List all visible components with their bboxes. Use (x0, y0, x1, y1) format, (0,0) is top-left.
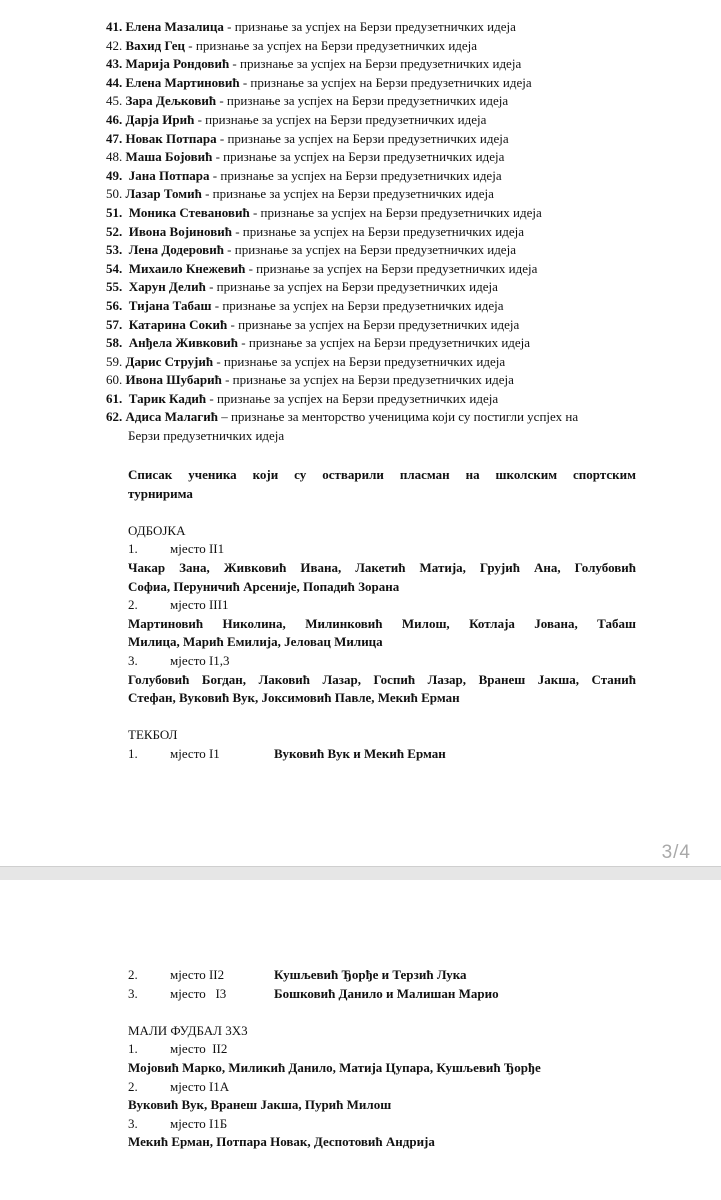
sports-heading-cont: турнирима (128, 485, 193, 501)
award-item (106, 92, 666, 111)
award-item (106, 185, 666, 204)
award-number: 55. (106, 279, 123, 295)
award-item (106, 316, 666, 335)
award-number: 44. (106, 74, 123, 90)
tekbol-names: Вуковић Вук и Мекић Ерман (274, 745, 446, 761)
award-name: Лазар Томић (125, 186, 202, 202)
award-name: Јана Потпара (125, 167, 210, 183)
award-number: 58. (106, 335, 123, 351)
award-text: - признање за успјех на Берзи предузетничких идеја (221, 372, 514, 388)
place-row: 3. мјесто I1Б (128, 1115, 228, 1131)
award-text: - признање за успјех на Берзи предузетничких идеја (205, 279, 498, 295)
award-name: Катарина Сокић (125, 316, 228, 332)
award-text: - признање за успјех на Берзи предузетничких идеја (249, 204, 542, 220)
award-text: - признање за успјех на Берзи предузетничких идеја (213, 353, 506, 369)
award-item (106, 111, 666, 130)
sports-heading: Списак ученика који су остварили пласман на школским спортским (128, 467, 636, 482)
award-item (106, 334, 666, 353)
award-item (106, 353, 666, 372)
award-name: Михаило Кнежевић (125, 260, 246, 276)
tekbol-place-3: 3. мјесто I3 Бошковић Данило и Малишан Марио (128, 985, 499, 1001)
awards-items (106, 18, 666, 408)
award-text: - признање за успјех на Берзи предузетничких идеја (238, 335, 531, 351)
award-number: 47. (106, 130, 123, 146)
award-name: Тарик Кадић (125, 390, 207, 406)
team-names: Голубовић Богдан, Лаковић Лазар, Госпић Лазар, Вранеш Јакша, Станић (128, 671, 636, 687)
award-item (106, 278, 666, 297)
award-text: - признање за успјех на Берзи предузетничких идеја (209, 167, 502, 183)
place-row: 2. мјесто I1A (128, 1078, 230, 1094)
award-number: 54. (106, 260, 123, 276)
award-name: Лена Додеровић (125, 242, 224, 258)
award-item (106, 37, 666, 56)
award-name: Адиса Малагић (125, 409, 218, 425)
award-item (106, 167, 666, 186)
award-number: 43. (106, 56, 123, 72)
award-name: Ивона Војиновић (125, 223, 232, 239)
award-text: - признање за успјех на Берзи предузетничких идеја (194, 111, 487, 127)
award-name: Марија Рондовић (125, 56, 230, 72)
page-indicator: 3/4 (661, 842, 691, 863)
award-text: - признање за успјех на Берзи предузетничких идеја (212, 149, 505, 165)
award-text: - признање за успјех на Берзи предузетничких идеја (229, 56, 522, 72)
award-name: Дарја Ирић (125, 111, 195, 127)
team-names: Мартиновић Николина, Милинковић Милош, Котлаја Јована, Табаш (128, 615, 636, 631)
award-text: - признање за успјех на Берзи предузетничких идеја (216, 93, 509, 109)
award-text: - признање за успјех на Берзи предузетничких идеја (245, 260, 538, 276)
award-number: 53. (106, 242, 123, 258)
place-row: 1. мјесто II1 (128, 541, 225, 557)
award-name: Маша Бојовић (125, 149, 213, 165)
document-page-4 (0, 880, 721, 1200)
award-number: 57. (106, 316, 123, 332)
award-text: - признање за успјех на Берзи предузетничких идеја (227, 316, 520, 332)
award-name: Елена Мазалица (125, 19, 224, 34)
award-text: - признање за успјех на Берзи предузетничких идеја (231, 223, 524, 239)
award-item (106, 297, 666, 316)
award-text: - признање за успјех на Берзи предузетничких идеја (185, 37, 478, 53)
award-item (106, 74, 666, 93)
award-number: 46. (106, 111, 123, 127)
team-names-cont: Софиа, Перуничић Арсеније, Попадић Зорана (128, 578, 400, 594)
award-name: Моника Стевановић (125, 204, 250, 220)
award-name: Тијана Табаш (125, 297, 212, 313)
award-item (106, 18, 666, 37)
team-names-cont: Стефан, Вуковић Вук, Јоксимовић Павле, Мекић Ерман (128, 690, 460, 706)
award-number: 51. (106, 204, 123, 220)
award-item (106, 223, 666, 242)
award-number: 49. (106, 167, 123, 183)
award-number: 42. (106, 37, 123, 53)
place-row: 3. мјесто I1,3 (128, 652, 230, 668)
tekbol-title: ТЕКБОЛ (128, 727, 178, 743)
award-text: - признање за успјех на Берзи предузетничких идеја (223, 242, 516, 258)
award-number: 50. (106, 186, 123, 202)
volleyball-places (128, 540, 636, 707)
award-name: Зара Дељковић (125, 93, 217, 109)
award-item (106, 55, 666, 74)
award-number: 41. (106, 19, 123, 34)
tekbol-place-2: 2. мјесто II2 Кушљевић Ђорђе и Терзић Лука (128, 967, 467, 982)
award-number: 56. (106, 297, 123, 313)
award-name: Харун Делић (125, 279, 206, 295)
award-text: - признање за успјех на Берзи предузетничких идеја (216, 130, 509, 146)
award-text: – признање за менторство ученицима који су постигли успјех на (217, 409, 579, 425)
award-number: 48. (106, 149, 123, 165)
team-names-cont: Милица, Марић Емилија, Јеловац Милица (128, 634, 383, 650)
award-name: Анђела Живковић (125, 335, 239, 351)
award-name: Вахид Гец (125, 37, 186, 53)
volleyball-title: ОДБОЈКА (128, 522, 186, 538)
award-name: Новак Потпара (125, 130, 217, 146)
award-name: Елена Мартиновић (125, 74, 240, 90)
award-number: 45. (106, 93, 123, 109)
mini-football-title: МАЛИ ФУДБАЛ 3Х3 (128, 1022, 248, 1038)
award-text: - признање за успјех на Берзи предузетничких идеја (206, 390, 499, 406)
award-number: 52. (106, 223, 123, 239)
award-item (106, 390, 666, 409)
award-text: - признање за успјех на Берзи предузетничких идеја (201, 186, 494, 202)
mini-football-places (128, 1040, 636, 1152)
award-name: Дарис Струјић (125, 353, 214, 369)
place-row: 1. мјесто II2 (128, 1041, 228, 1057)
award-item (106, 204, 666, 223)
award-item (106, 241, 666, 260)
team-names: Мојовић Марко, Миликић Данило, Матија Цупара, Кушљевић Ђорђе (128, 1059, 541, 1075)
team-names: Чакар Зана, Живковић Ивана, Лакетић Матија, Грујић Ана, Голубовић (128, 559, 636, 575)
award-item (106, 130, 666, 149)
award-item-62-cont: Берзи предузетничких идеја (128, 428, 285, 444)
award-item-62: 62. Адиса Малагић – признање за менторство ученицима који су постигли успјех на (106, 409, 579, 425)
award-item (106, 260, 666, 279)
award-text: - признање за успјех на Берзи предузетничких идеја (239, 74, 532, 90)
tekbol-place-1: 1. мјесто I1 Вуковић Вук и Мекић Ерман (128, 745, 636, 764)
sports-section (128, 466, 636, 764)
place-row: 2. мјесто III1 (128, 597, 229, 613)
award-text: - признање за успјех на Берзи предузетничких идеја (211, 297, 504, 313)
team-names: Мекић Ерман, Потпара Новак, Деспотовић Андрија (128, 1134, 435, 1150)
award-text: - признање за успјех на Берзи предузетничких идеја (223, 19, 516, 34)
award-item (106, 148, 666, 167)
award-number: 60. (106, 372, 123, 388)
award-item (106, 371, 666, 390)
award-number: 61. (106, 390, 123, 406)
award-name: Ивона Шубарић (125, 372, 222, 388)
sports-section-cont (128, 966, 636, 1152)
team-names: Вуковић Вук, Вранеш Јакша, Пурић Милош (128, 1097, 392, 1113)
awards-list (106, 18, 666, 446)
award-number: 59. (106, 353, 123, 369)
